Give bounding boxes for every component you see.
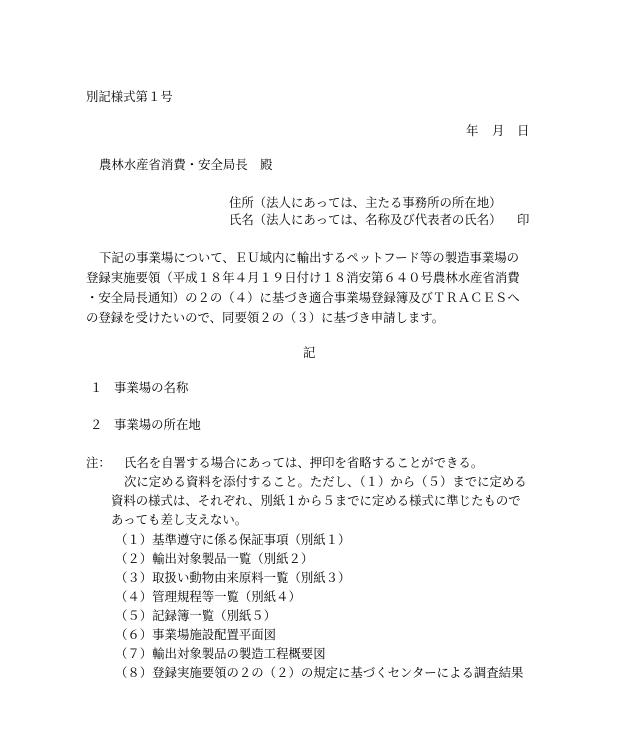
ki-heading: 記 [303,345,316,360]
notes-prefix: 注： [86,455,111,470]
attachment-7: （７）輸出対象製品の製造工程概要図 [115,646,326,661]
note-1: 氏名を自署する場合にあっては、押印を省略することができる。 [124,455,484,470]
applicant-address: 住所（法人にあっては、主たる事務所の所在地） [229,195,502,210]
attachment-2: （２）輸出対象製品一覧（別紙２） [115,551,314,566]
item-2-label: 事業場の所在地 [114,417,201,432]
item-1-label: 事業場の名称 [114,380,189,395]
date-month: 月 [492,123,505,138]
item-1-number: １ [90,380,103,395]
body-line-4: の登録を受けたいので、同要領２の（３）に基づき申請します。 [86,310,445,325]
applicant-name: 氏名（法人にあっては、名称及び代表者の氏名） [229,212,502,227]
item-2-number: ２ [90,417,103,432]
form-number: 別記様式第１号 [86,89,173,104]
date-year: 年 [466,123,479,138]
attachment-4: （４）管理規程等一覧（別紙４） [115,589,301,604]
attachment-8: （８）登録実施要領の２の（２）の規定に基づくセンターによる調査結果 [115,665,524,680]
attachment-6: （６）事業場施設配置平面図 [115,627,277,642]
body-line-2: 登録実施要領（平成１８年４月１９日付け１８消安第６４０号農林水産省消費 [86,270,520,285]
note-2-line-2: 資料の様式は、それぞれ、別紙１から５までに定める様式に準じたもので [111,493,521,508]
attachment-5: （５）記録簿一覧（別紙５） [115,608,277,623]
seal-mark: 印 [517,212,530,227]
body-line-1: 下記の事業場について、ＥＵ域内に輸出するペットフード等の製造事業場の [99,250,520,265]
attachment-3: （３）取扱い動物由来原料一覧（別紙３） [115,570,351,585]
date-day: 日 [517,123,530,138]
note-2-line-3: あっても差し支えない。 [111,512,248,527]
attachment-1: （１）基準遵守に係る保証事項（別紙１） [115,532,351,547]
body-line-3: ・安全局長通知）の２の（４）に基づき適合事業場登録簿及びＴＲＡＣＥＳへ [86,290,520,305]
addressee: 農林水産省消費・安全局長 殿 [99,157,273,172]
note-2-line-1: 次に定める資料を添付すること。ただし、（１）から（５）までに定める [124,474,527,489]
